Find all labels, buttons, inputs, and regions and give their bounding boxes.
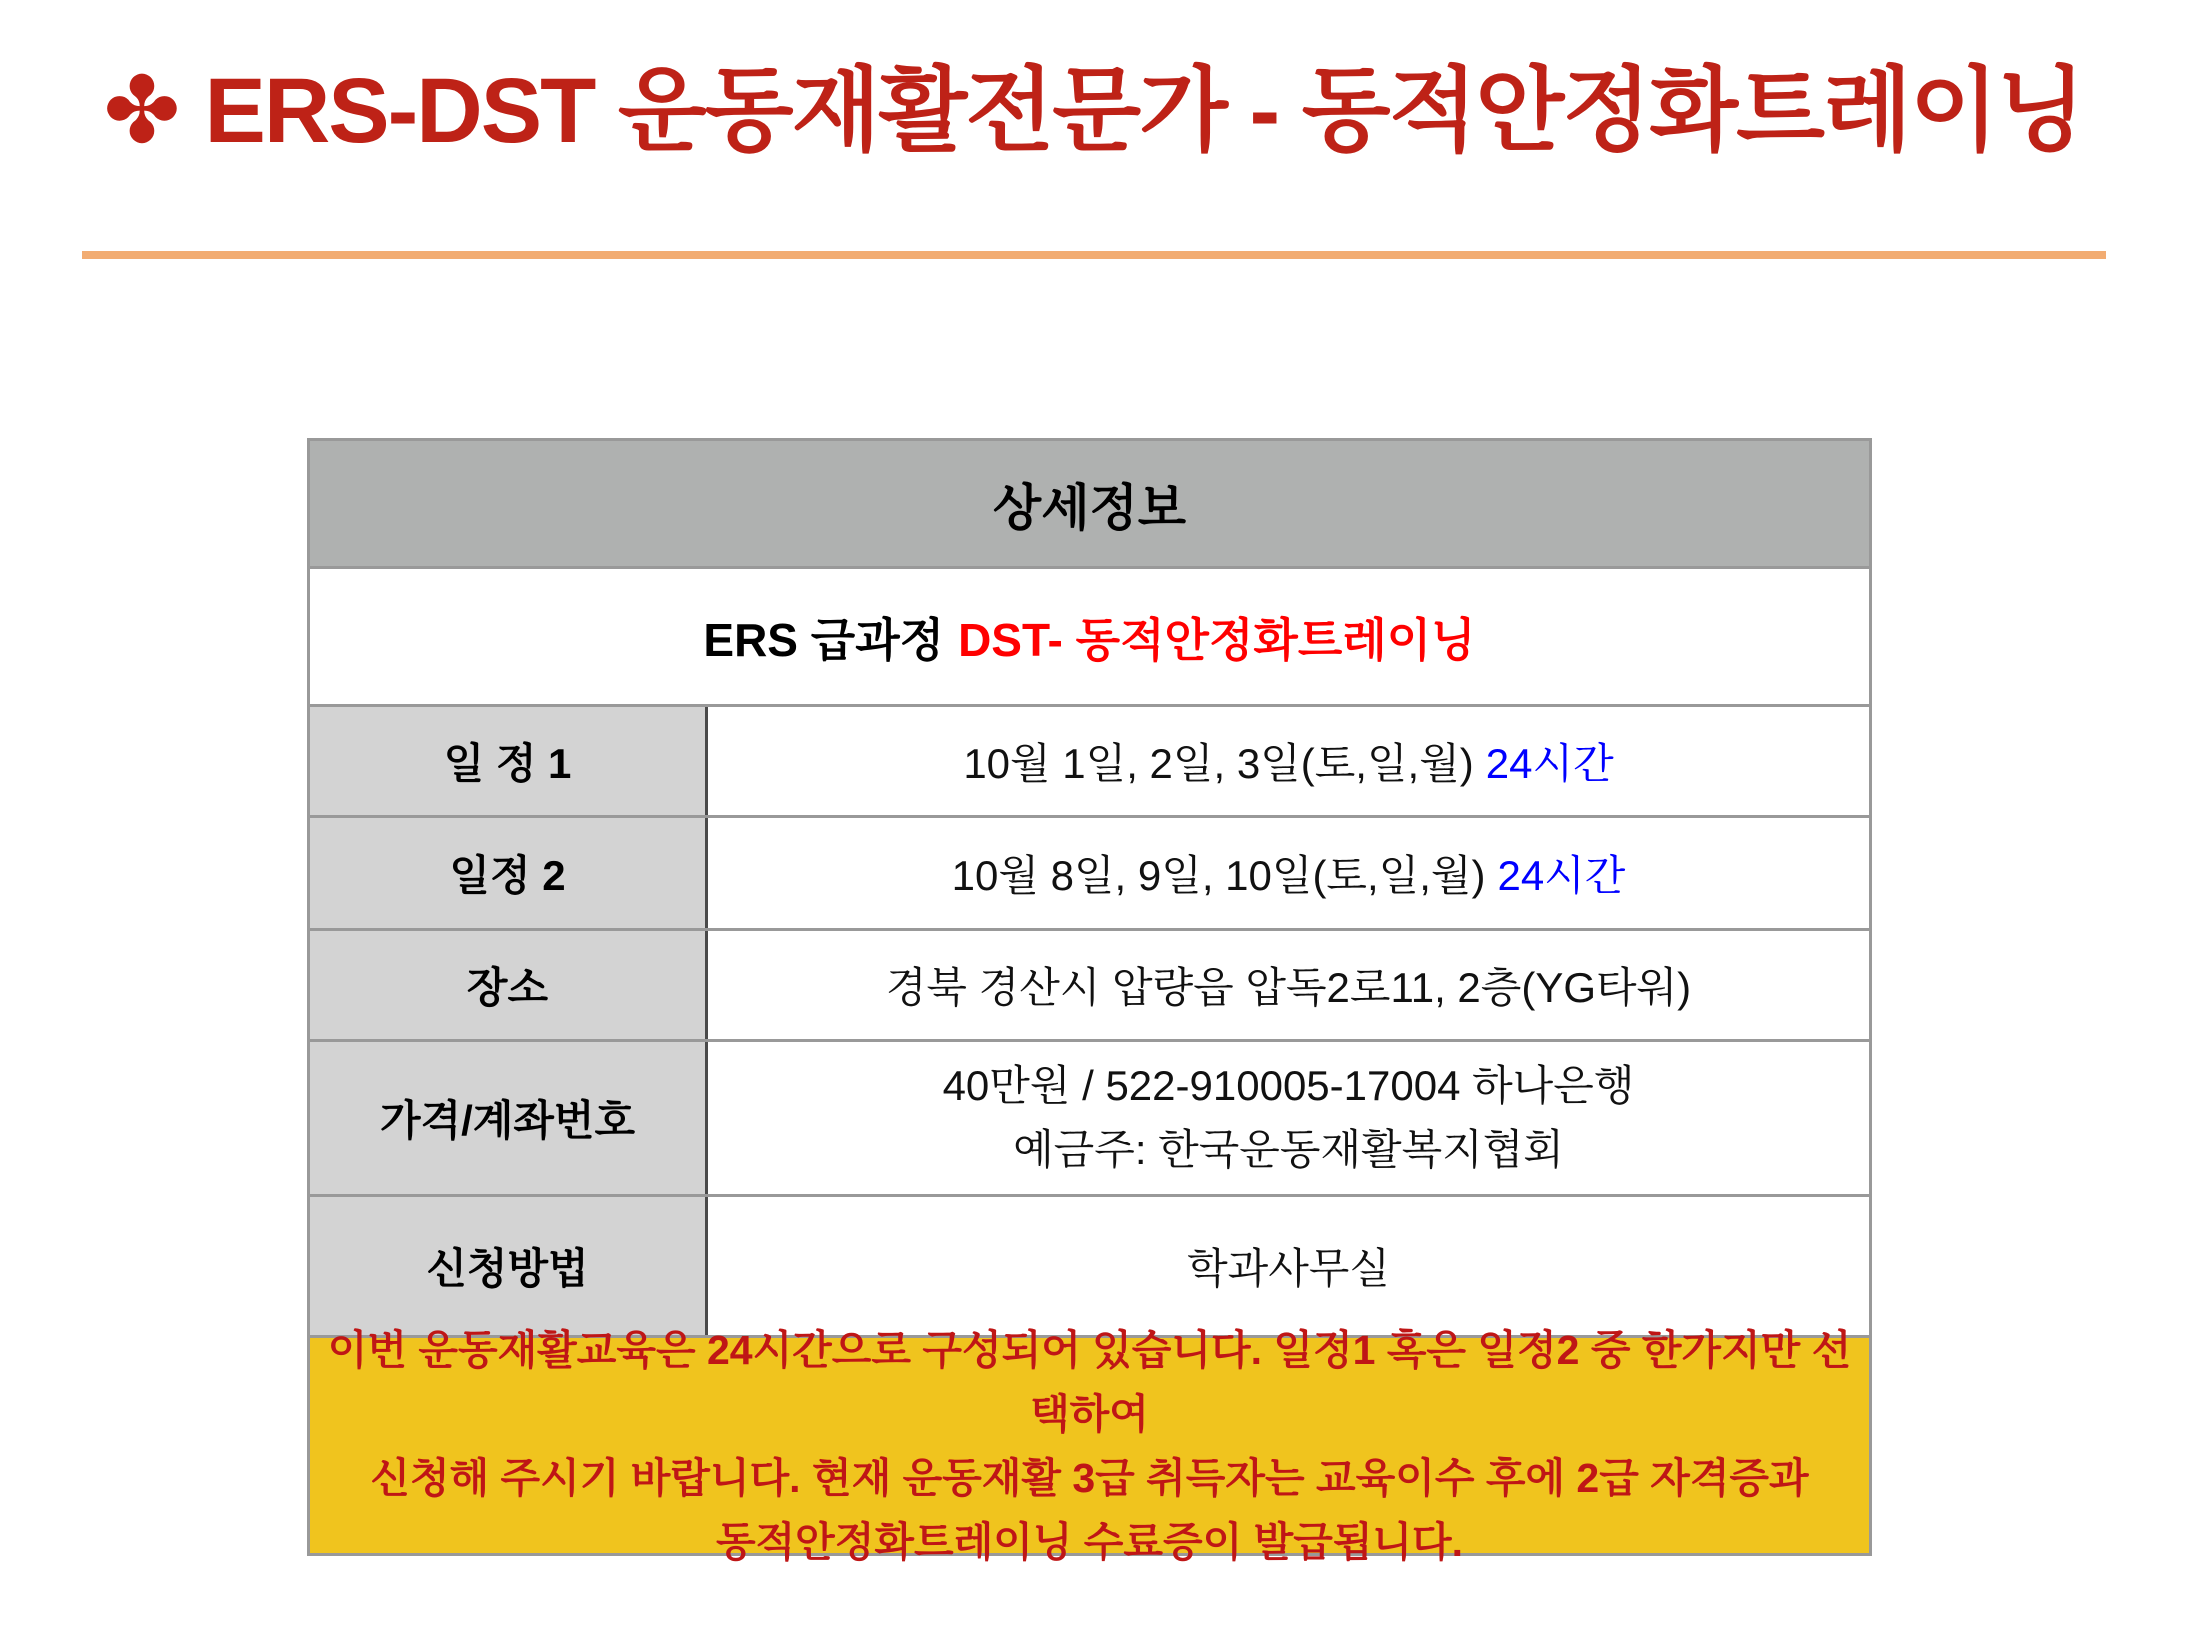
row-place-label — [310, 931, 708, 1039]
row-schedule-1 — [310, 704, 1869, 815]
course-title-red: DST- 동적안정화트레이닝 — [958, 613, 1476, 666]
schedule-2-hours: 24시간 — [1497, 852, 1626, 900]
row-schedule-2 — [310, 815, 1869, 928]
row-schedule-1-value — [708, 707, 1869, 815]
row-place-value — [708, 931, 1869, 1039]
row-schedule-1-label — [310, 707, 708, 815]
row-apply-method-label — [310, 1197, 708, 1335]
schedule-2-text: 10월 8일, 9일, 10일(토,일,월) — [951, 852, 1486, 900]
notice-line-1: 이번 운동재활교육은 24시간으로 구성되어 있습니다. 일정1 혹은 일정2 중 한가지만 선택하여 — [327, 1326, 1852, 1437]
row-schedule-2-label — [310, 818, 708, 928]
row-schedule-2-value — [708, 818, 1869, 928]
row-price-account-label — [310, 1042, 708, 1194]
notice-line-2: 신청해 주시기 바랍니다. 현재 운동재활 3급 취득자는 교육이수 후에 2급 자격증과 — [370, 1454, 1809, 1501]
row-apply-method — [310, 1194, 1869, 1335]
header-area — [0, 0, 2187, 259]
notice-box — [310, 1326, 1869, 1565]
row-price-account — [310, 1039, 1869, 1194]
table-header — [310, 441, 1869, 566]
details-table — [307, 438, 1872, 1565]
page-title-text: ERS-DST 운동재활전문가 - 동적안정화트레이닝 — [204, 60, 2084, 162]
schedule-1-hours: 24시간 — [1485, 740, 1614, 788]
place-text: 경북 경산시 압량읍 압독2로11, 2층(YG타워) — [885, 964, 1692, 1012]
price-line-1: 40만원 / 522-910005-17004 하나은행 — [942, 1062, 1635, 1110]
row-label-text: 일 정 1 — [443, 740, 572, 788]
price-line-2: 예금주: 한국운동재활복지협회 — [1013, 1126, 1564, 1174]
apply-method-text: 학과사무실 — [1187, 1245, 1390, 1293]
course-title-row — [310, 566, 1869, 704]
row-label-text: 일정 2 — [449, 852, 566, 900]
schedule-1-text: 10월 1일, 2일, 3일(토,일,월) — [963, 740, 1474, 788]
row-label-text: 가격/계좌번호 — [379, 1097, 636, 1145]
row-label-text: 장소 — [466, 964, 549, 1012]
clover-icon: ✤ — [103, 60, 179, 162]
row-price-account-value — [708, 1042, 1869, 1194]
table-header-label: 상세정보 — [992, 479, 1187, 536]
page-title — [0, 60, 2187, 163]
notice-line-3: 동적안정화트레이닝 수료증이 발급됩니다. — [715, 1518, 1464, 1565]
course-title-black: ERS 급과정 — [703, 613, 945, 666]
title-divider — [82, 251, 2106, 259]
row-place — [310, 928, 1869, 1039]
row-label-text: 신청방법 — [426, 1245, 589, 1293]
row-apply-method-value — [708, 1197, 1869, 1335]
